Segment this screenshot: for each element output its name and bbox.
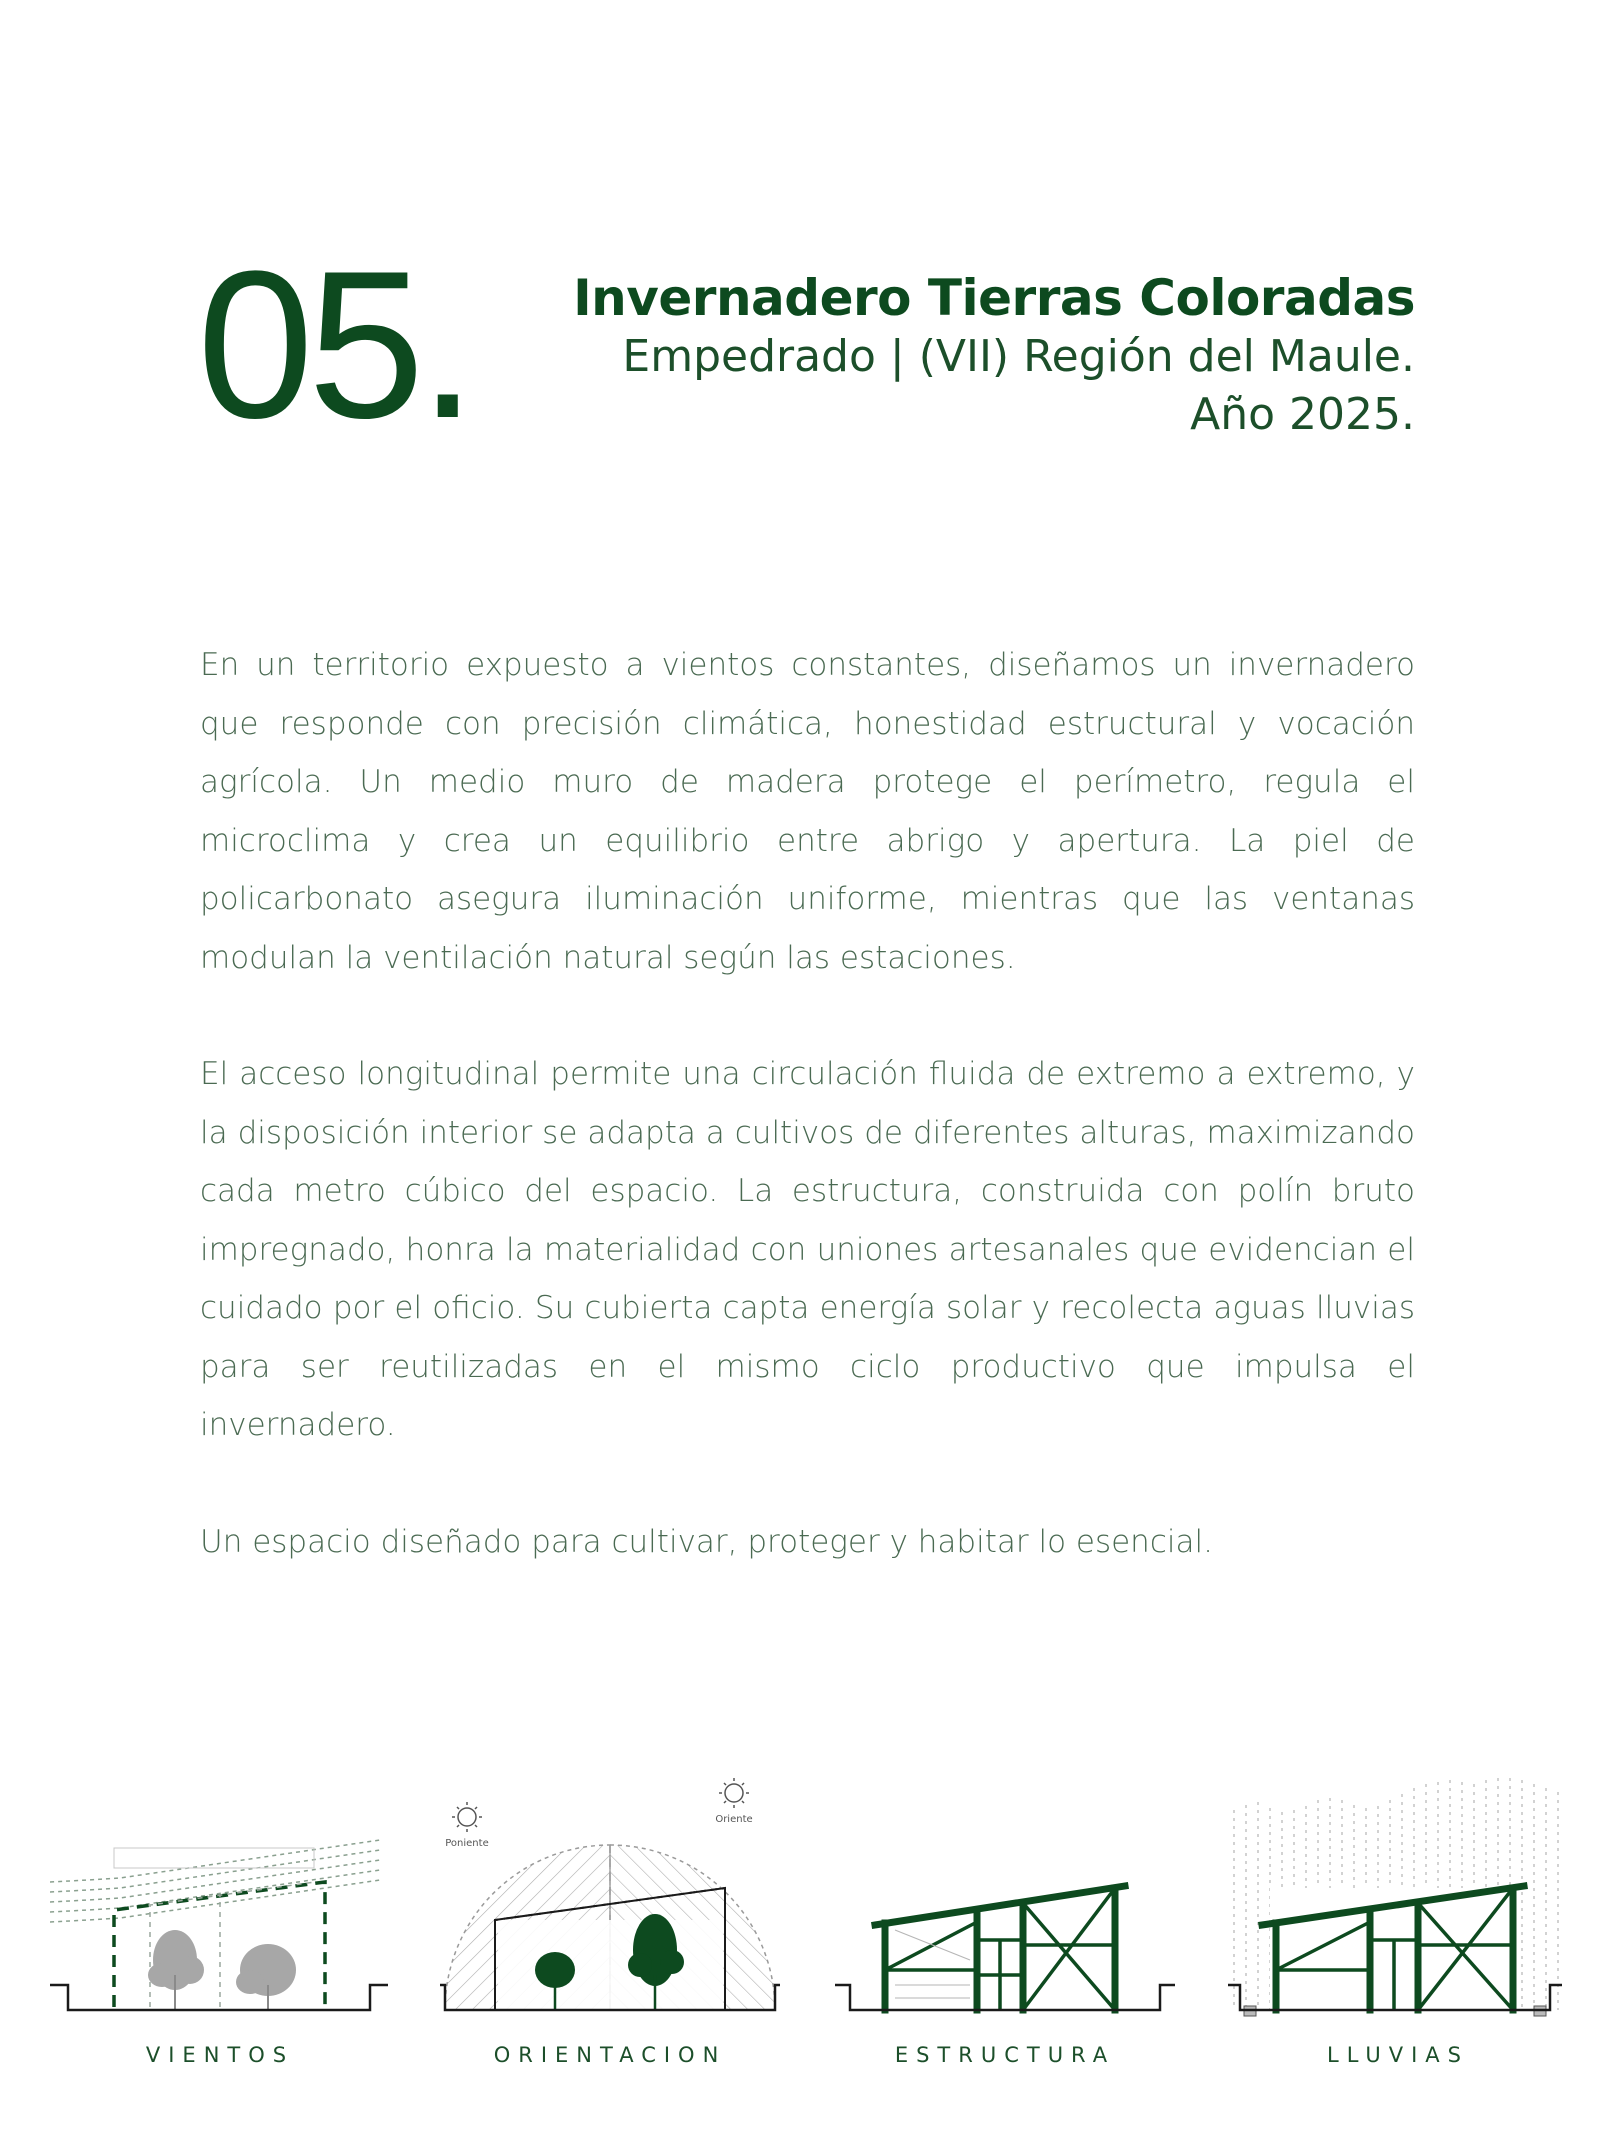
label-estructura: ESTRUCTURA — [894, 2043, 1116, 2067]
project-location: Empedrado | (VII) Región del Maule. — [622, 331, 1415, 382]
rain-diagram — [1228, 1770, 1568, 2020]
poniente-label: Poniente — [445, 1838, 489, 1849]
rain-diagram-drawing — [1228, 1770, 1568, 2020]
sun-west-icon — [452, 1802, 482, 1832]
orientation-diagram-drawing — [440, 1770, 780, 2020]
sun-east-icon — [719, 1778, 749, 1808]
section-number: 05. — [197, 227, 471, 462]
wind-diagram — [50, 1770, 390, 2020]
label-vientos: VIENTOS — [145, 2043, 295, 2067]
paragraph-3: Un espacio diseñado para cultivar, proteger y habitar lo esencial. — [200, 1523, 1213, 1560]
oriente-label: Oriente — [715, 1814, 753, 1825]
structure-diagram-drawing — [835, 1770, 1175, 2020]
project-description — [200, 636, 1415, 1629]
diagram-strip — [0, 1770, 1600, 2090]
label-orientacion: ORIENTACION — [493, 2043, 727, 2067]
paragraph-2: El acceso longitudinal permite una circulación fluida de extremo a extremo, y la disposición interior se adapta a cultivos de diferentes alturas, maximizando cada metro cúbico del espacio. La estructura, construida con polín bruto impregnado, honra la materialidad con uniones artesanales que evidencian el cuidado por el oficio. Su cubierta capta energía solar y recolecta aguas lluvias para ser reutilizadas en el mismo ciclo productivo que impulsa el invernadero. — [200, 1056, 1415, 1443]
label-lluvias: LLUVIAS — [1327, 2043, 1469, 2067]
orientation-diagram — [440, 1770, 780, 2020]
project-year: Año 2025. — [1190, 389, 1415, 440]
project-title: Invernadero Tierras Coloradas — [573, 269, 1415, 327]
structure-diagram — [835, 1770, 1175, 2020]
wind-diagram-drawing — [50, 1770, 390, 2020]
title-block — [573, 268, 1415, 444]
paragraph-1: En un territorio expuesto a vientos constantes, diseñamos un invernadero que responde con precisión climática, honestidad estructural y vocación agrícola. Un medio muro de madera protege el perímetro, regula el microclima y crea un equilibrio entre abrigo y apertura. La piel de policarbonato asegura iluminación uniforme, mientras que las ventanas modulan la ventilación natural según las estaciones. — [200, 647, 1415, 976]
